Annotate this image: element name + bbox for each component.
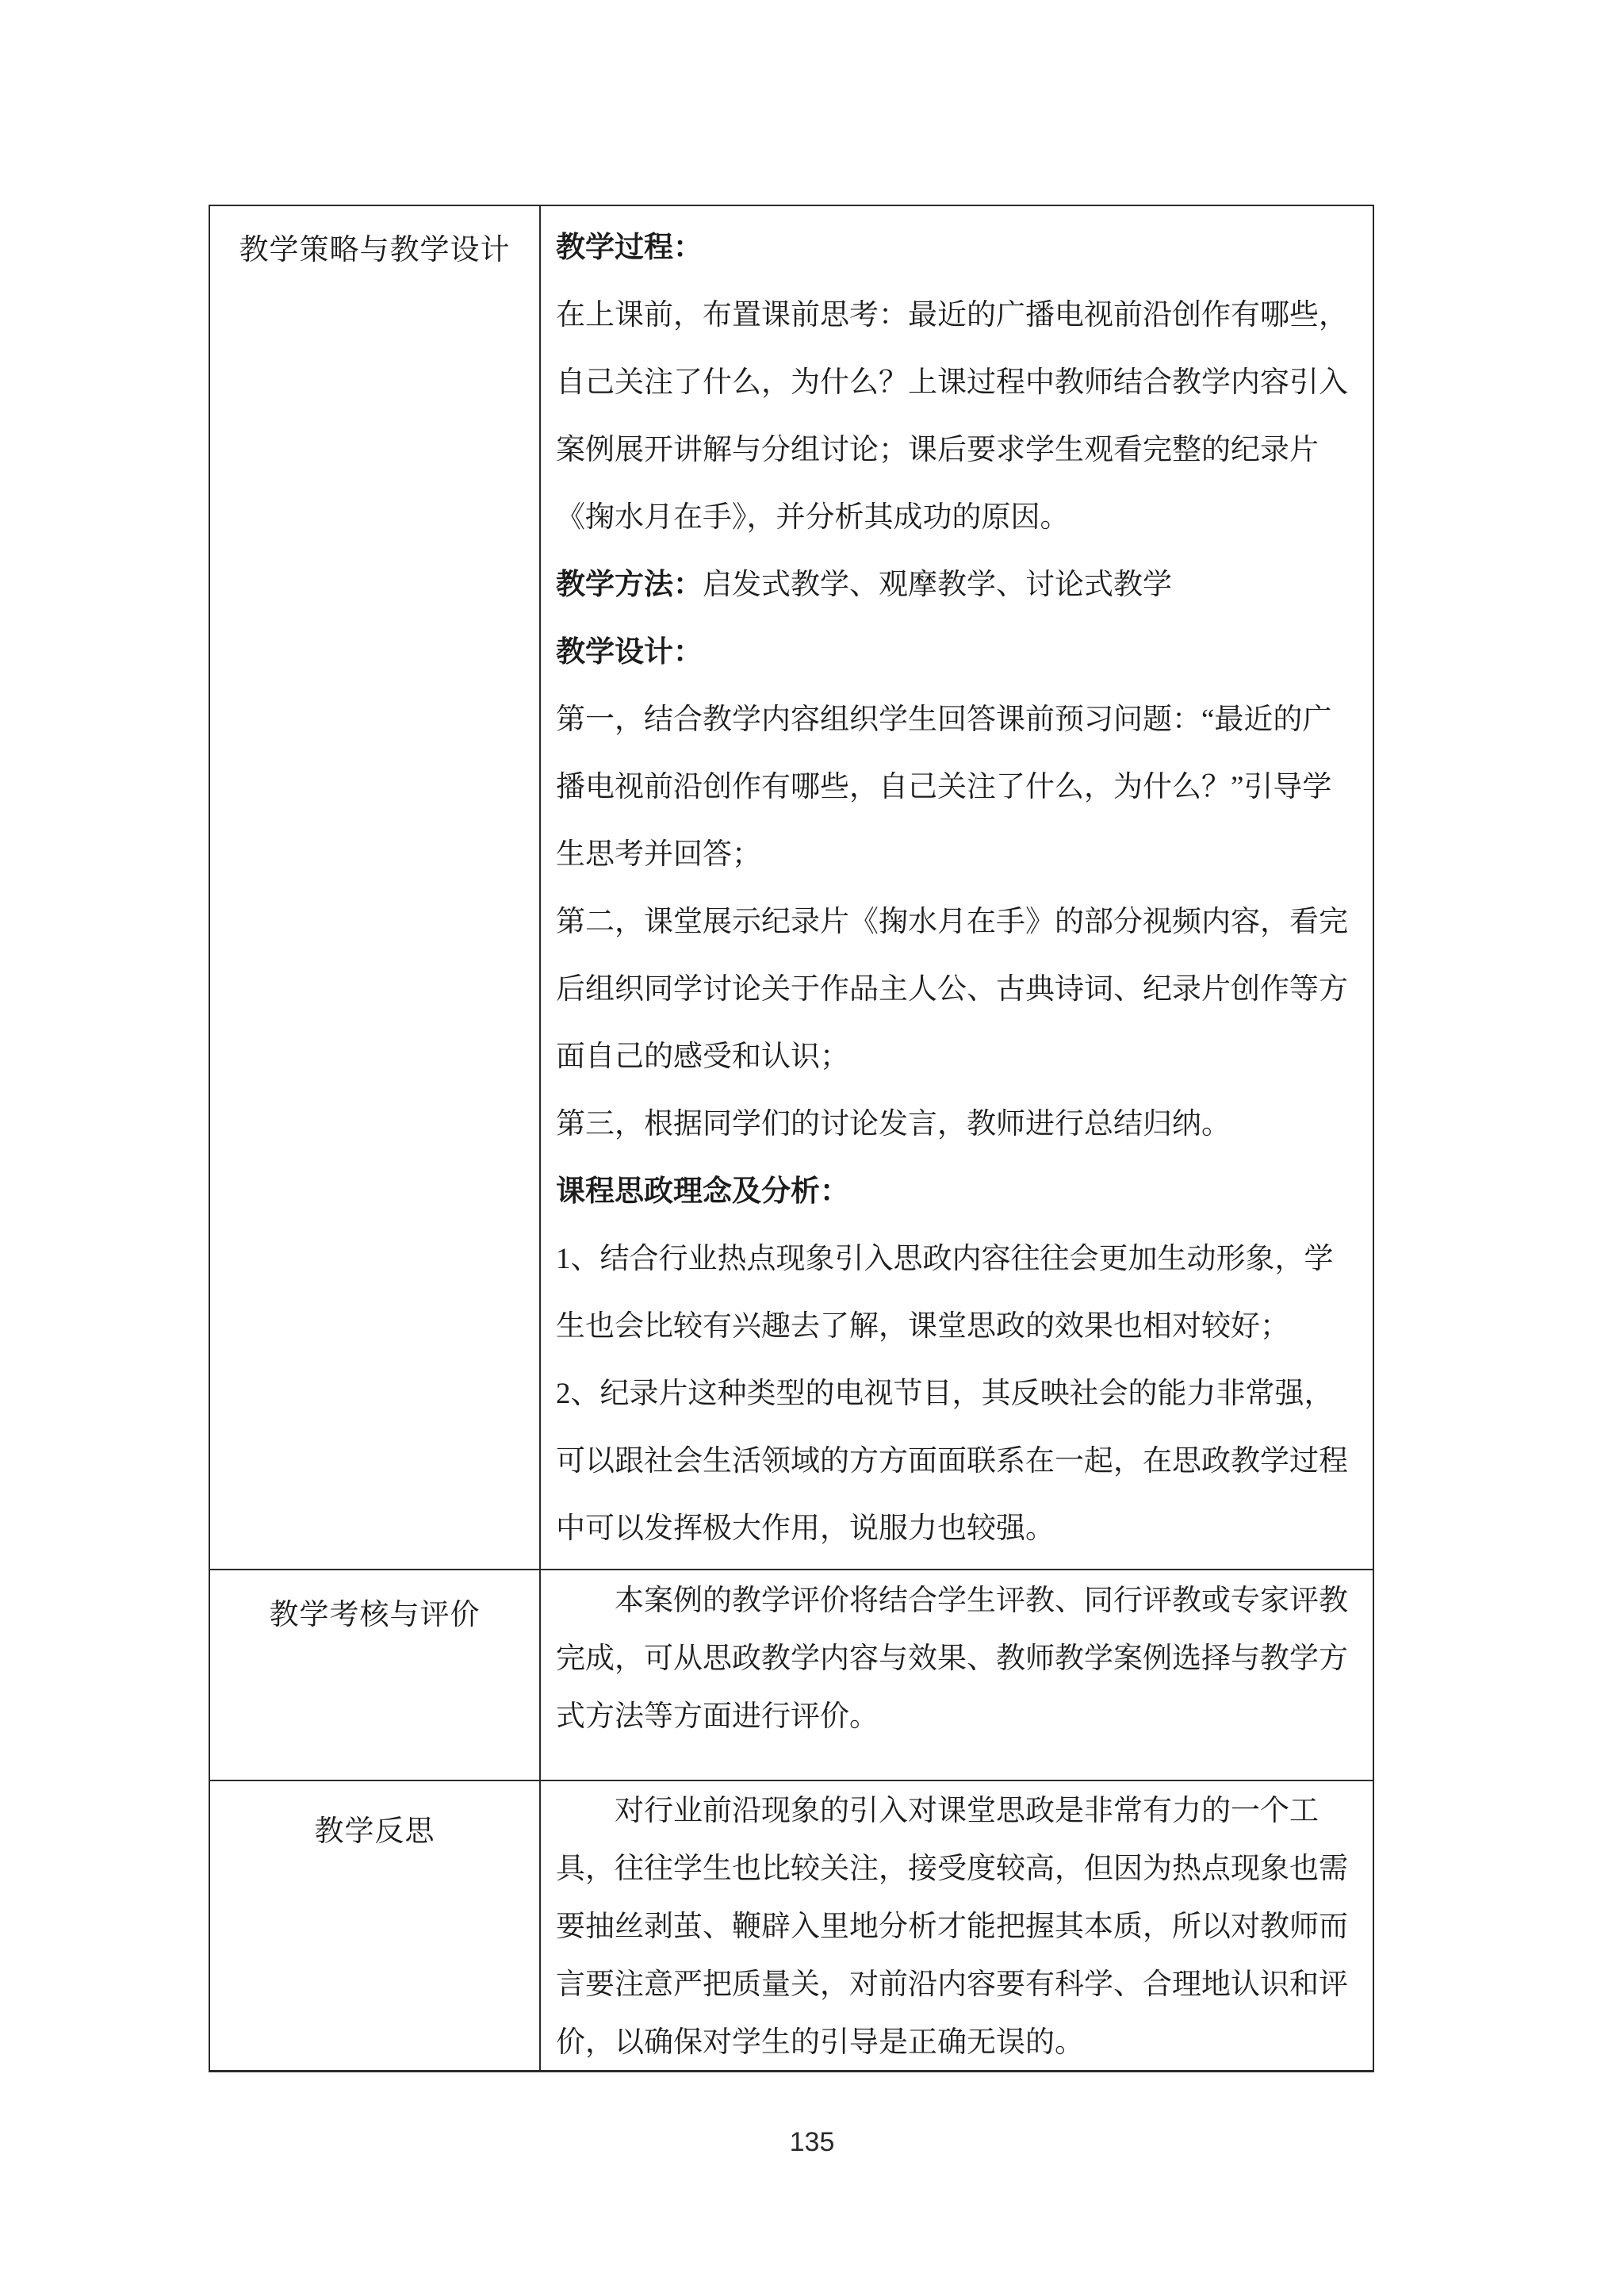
row-label: 教学考核与评价 — [269, 1599, 481, 1631]
table-row — [210, 206, 1373, 1569]
text-line: 案例展开讲解与分组讨论；课后要求学生观看完整的纪录片 — [556, 434, 1319, 466]
text-line: 本案例的教学评价将结合学生评教、同行评教或专家评教 — [615, 1585, 1348, 1617]
row-content-cell — [541, 1570, 1373, 1780]
text-line: 生思考并回答； — [556, 838, 761, 871]
text-line: 自己关注了什么，为什么？上课过程中教师结合教学内容引入 — [556, 366, 1348, 399]
text-line: 具，往往学生也比较关注，接受度较高，但因为热点现象也需 — [556, 1853, 1348, 1885]
row-label-cell — [210, 1781, 541, 2070]
text-line: 教学设计： — [556, 636, 703, 669]
text-line: 第二，课堂展示纪录片《掬水月在手》的部分视频内容，看完 — [556, 906, 1348, 938]
text-line: 教学方法：启发式教学、观摩教学、讨论式教学 — [556, 569, 1172, 601]
row-label-cell — [210, 1570, 541, 1780]
text-line: 可以跟社会生活领域的方方面面联系在一起，在思政教学过程 — [556, 1445, 1348, 1478]
text-line: 对行业前沿现象的引入对课堂思政是非常有力的一个工 — [615, 1795, 1319, 1827]
row-label: 教学策略与教学设计 — [239, 234, 511, 266]
text-line: 言要注意严把质量关，对前沿内容要有科学、合理地认识和评 — [556, 1968, 1348, 2001]
row-content-cell — [541, 206, 1373, 1569]
text-line: 要抽丝剥茧、鞭辟入里地分析才能把握其本质，所以对教师而 — [556, 1911, 1348, 1943]
text-line: 教学过程： — [556, 232, 703, 264]
text-line: 生也会比较有兴趣去了解，课堂思政的效果也相对较好； — [556, 1310, 1289, 1343]
teaching-case-table — [209, 205, 1374, 2072]
row-content-cell — [541, 1781, 1373, 2070]
text-line: 课程思政理念及分析： — [556, 1175, 849, 1208]
text-line: 面自己的感受和认识； — [556, 1041, 849, 1073]
table-row — [210, 1780, 1373, 2070]
text-line: 2、纪录片这种类型的电视节目，其反映社会的能力非常强， — [556, 1378, 1334, 1410]
text-line: 价，以确保对学生的引导是正确无误的。 — [556, 2026, 1084, 2059]
text-line: 《掬水月在手》，并分析其成功的原因。 — [556, 501, 1070, 534]
text-line: 第三，根据同学们的讨论发言，教师进行总结归纳。 — [556, 1108, 1231, 1140]
row-label: 教学反思 — [314, 1815, 435, 1848]
row-label-cell — [210, 206, 541, 1569]
text-line: 在上课前，布置课前思考：最近的广播电视前沿创作有哪些， — [556, 299, 1348, 332]
text-line: 播电视前沿创作有哪些，自己关注了什么，为什么？”引导学 — [556, 771, 1332, 803]
text-line: 第一，结合教学内容组织学生回答课前预习问题：“最近的广 — [556, 703, 1332, 736]
text-line: 完成，可从思政教学内容与效果、教师教学案例选择与教学方 — [556, 1642, 1348, 1675]
text-line: 中可以发挥极大作用，说服力也较强。 — [556, 1512, 1055, 1545]
table-row — [210, 1569, 1373, 1780]
text-line: 1、结合行业热点现象引入思政内容往往会更加生动形象，学 — [556, 1243, 1334, 1275]
text-line: 式方法等方面进行评价。 — [556, 1700, 879, 1733]
page-number: 135 — [789, 2127, 835, 2157]
text-line: 后组织同学讨论关于作品主人公、古典诗词、纪录片创作等方 — [556, 973, 1348, 1006]
